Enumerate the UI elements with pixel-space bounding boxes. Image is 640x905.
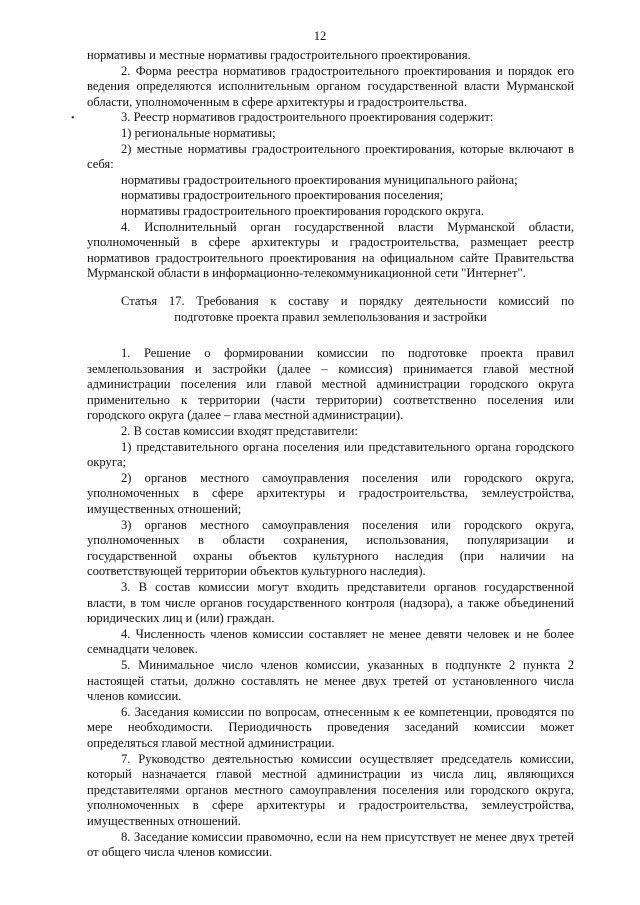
article-17-paragraph-5: 5. Минимальное число членов комиссии, указанных в подпункте 2 пункта 2 настоящей статьи, должно составлять не менее двух третей от установленного числа членов комиссии. [87, 657, 574, 704]
article-17-paragraph-8: 8. Заседание комиссии правомочно, если на нем присутствует не менее двух третей от общего числа членов комиссии. [87, 829, 574, 860]
paragraph-3-registry-contents: 3. Реестр нормативов градостроительного проектирования содержит: [121, 110, 494, 125]
article-17-paragraph-2: 2. В состав комиссии входят представители: [121, 424, 358, 439]
article-17-paragraph-7: 7. Руководство деятельностью комиссии осуществляет председатель комиссии, который назначается главой местной администрации из числа лиц, являющихся представителями органов местного самоуправления поселения или городского округа, уполномоченных в сфере архитектуры и градостроительства, землеустройства, имущественных отношений. [87, 751, 574, 828]
article-17-paragraph-3: 3. В состав комиссии могут входить представители органов государственной власти, в том числе органов государственного контроля (надзора), а также объединений юридических лиц и (или) граждан. [87, 580, 574, 626]
article-heading-line-1: Статья 17. Требования к составу и порядку деятельности комиссий по [121, 293, 574, 308]
article-17-heading [87, 294, 574, 325]
paragraph-2-registry-form: 2. Форма реестра нормативов градостроительного проектирования и порядок его ведения определяются исполнительным органом государственной власти Мурманской области, уполномоченным в сфере архитектуры и градостроительства. [87, 63, 574, 109]
list-item-city-norms: нормативы градостроительного проектирования городского округа. [121, 203, 485, 218]
list-item-district-norms: нормативы градостроительного проектирования муниципального района; [121, 172, 518, 187]
article-17-paragraph-6: 6. Заседания комиссии по вопросам, отнесенным к ее компетенции, проводятся по мере необходимости. Периодичность проведения заседаний комиссии может определяться главой местной администрации. [87, 704, 574, 750]
article-17-subitem-2: 2) органов местного самоуправления поселения или городского округа, уполномоченных в сфере архитектуры и градостроительства, землеустройства, имущественных отношений; [87, 470, 574, 517]
list-item-local-norms: 2) местные нормативы градостроительного проектирования, которые включают в себя: [87, 141, 574, 172]
paragraph-4-registry-publication: 4. Исполнительный орган государственной власти Мурманской области, уполномоченный в сфере архитектуры и градостроительства, размещает реестр нормативов градостроительного проектирования на официальном сайте Правительства Мурманской области в информационно-телекоммуникационной сети "Интернет". [87, 219, 574, 281]
article-17-subitem-3: 3) органов местного самоуправления поселения или городского округа, уполномоченных в области сохранения, использования, популяризации и государственной охраны объектов культурного наследия (при наличии на соответствующей территории объектов культурного наследия). [87, 517, 574, 579]
article-17-paragraph-1: 1. Решение о формировании комиссии по подготовке проекта правил землепользования и застройки (далее – комиссия) принимается главой местной администрации поселения или главой местной администрации городского округа применительно к территории (части территории) соответственно поселения или городского округа (далее – глава местной администрации). [87, 346, 574, 423]
list-item-settlement-norms: нормативы градостроительного проектирования поселения; [121, 188, 444, 203]
article-17-subitem-1: 1) представительного органа поселения или представительного органа городского округа; [87, 439, 574, 470]
page-body [87, 48, 574, 861]
paragraph-continuation: нормативы и местные нормативы градостроительного проектирования. [87, 48, 471, 62]
article-heading-line-2: подготовке проекта правил землепользования и застройки [174, 309, 487, 324]
list-item-regional-norms: 1) региональные нормативы; [121, 125, 276, 140]
scan-speck-mark: • [71, 113, 75, 124]
article-17-paragraph-4: 4. Численность членов комиссии составляет не менее девяти человек и не более семнадцати человек. [87, 626, 574, 657]
page-number: 12 [313, 29, 327, 43]
